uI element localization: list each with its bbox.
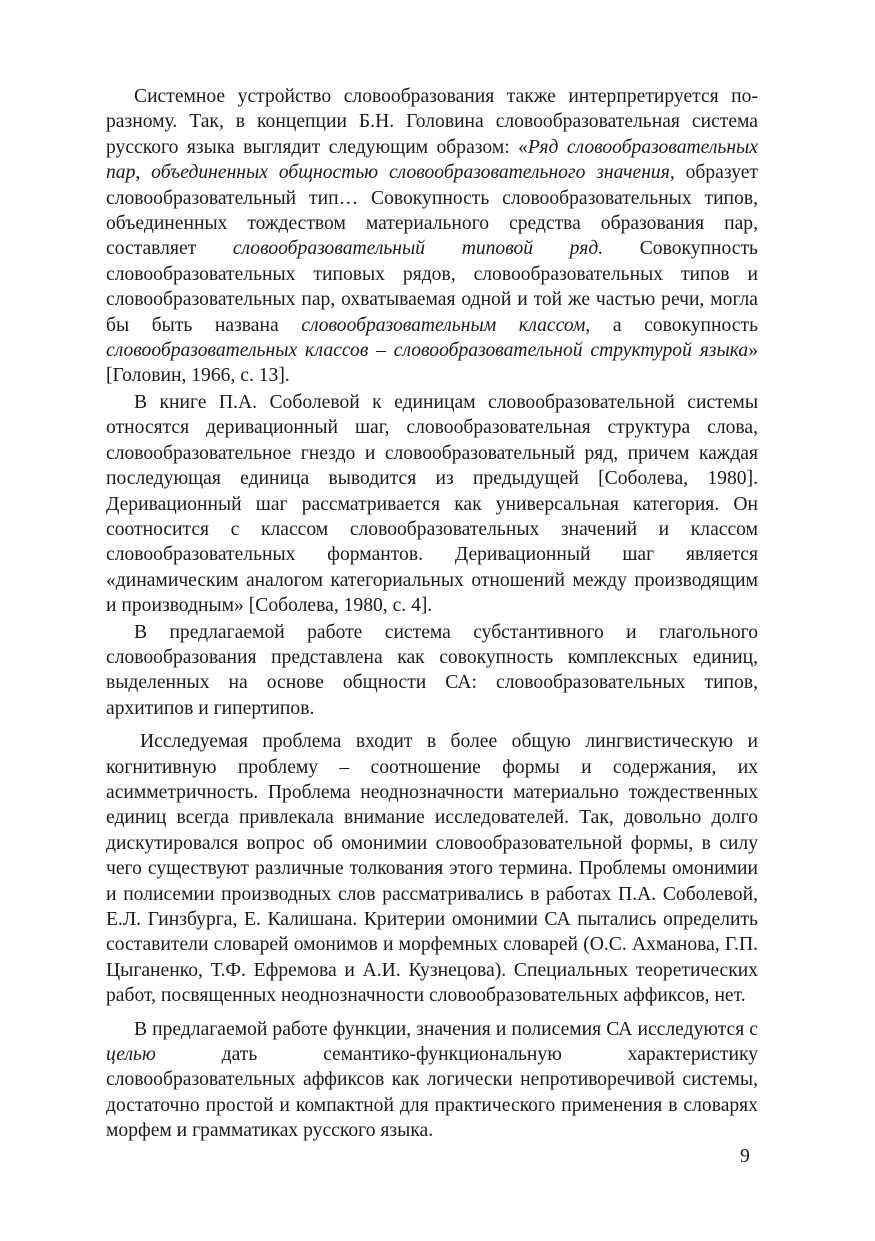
citation-text: » [Головин, 1966, с. 13].: [106, 340, 758, 387]
paragraph-proposed-system: [106, 620, 758, 722]
paragraph-text: В предлагаемой работе функции, значения и полисемия СА исследуются с: [134, 1018, 758, 1040]
paragraph-text: В книге П.А. Соболевой к единицам словообразовательной системы относятся деривационный шаг, словообразовательная структура слова, словообразовательное гнездо и словообразовательный ряд, причем каждая последующая единица выводится из предыдущей [Соболева, 1980]. Деривационный шаг рассматривается как универсальная категория. Он соотносится с классом словообразовательных значений и классом словообразовательных формантов. Деривационный шаг является «динамическим аналогом категориальных отношений между производящим и производным» [Соболева, 1980, с. 4].: [106, 391, 758, 617]
paragraph-text: ,: [135, 162, 152, 184]
paragraph-text: дать семантико-функциональную характеристику словообразовательных аффиксов как логически непротиворечивой системы, достаточно простой и компактной для практического применения в словарях морфем и грамматиках русского языка.: [106, 1044, 758, 1142]
paragraph-text: Исследуемая проблема входит в более общую лингвистическую и когнитивную проблему – соотношение формы и содержания, их асимметричность. Проблема неоднозначности материально тождественных единиц всегда привлекала внимание исследователей. Так, довольно долго дискутировался вопрос об омонимии словообразовательной формы, в силу чего существуют различные толкования этого термина. Проблемы омонимии и полисемии производных слов рассматривались в работах П.А. Соболевой, Е.Л. Гинзбурга, Е. Калишана. Критерии омонимии СА пытались определить составители словарей омонимов и морфемных словарей (О.С. Ахманова, Г.П. Цыганенко, Т.Ф. Ефремова и А.И. Кузнецова). Специальных теоретических работ, посвященных неоднозначности словообразовательных аффиксов, нет.: [106, 731, 758, 1007]
paragraph-text: , образует словообразовательный тип… Совокупность словообразовательных типов, объединенных тождеством материального средства образования пар, составляет: [106, 162, 758, 260]
term-italic-text: словообразовательных классов – словообразовательной структурой языка: [106, 340, 749, 362]
paragraph-soboleva: [106, 390, 758, 619]
paragraph-text: В предлагаемой работе система субстантивного и глагольного словообразования представлена как совокупность комплексных единиц, выделенных на основе общности СА: словообразовательных типов, архитипов и гипертипов.: [106, 621, 758, 719]
quote-italic-text: Ряд словообразовательных пар: [106, 136, 759, 184]
paragraph-research-problem: [106, 729, 758, 1008]
paragraph-research-goal: [106, 1017, 758, 1144]
paragraph-text: , а совокупность: [585, 314, 759, 336]
term-italic-text: целью: [106, 1044, 156, 1066]
page-body: [106, 84, 758, 1144]
paragraph-text: Совокупность словообразовательных типовых рядов, словообразовательных типов и словообразовательных пар, охватываемая одной и той же частью речи, могла бы быть названа: [106, 238, 758, 336]
page-number: 9: [740, 1146, 750, 1167]
term-italic-text: словообразовательным классом: [301, 314, 586, 336]
term-italic-text: словообразовательный типовой ряд.: [232, 238, 604, 260]
paragraph-text: Системное устройство словообразования также интерпретируется по-разному. Так, в концепции Б.Н. Головина словообразовательная система русского языка выглядит следующим образом: «: [106, 86, 758, 158]
quote-italic-text: объединенных общностью словообразовательного значения: [151, 162, 670, 184]
paragraph-system-structure: [106, 84, 758, 389]
